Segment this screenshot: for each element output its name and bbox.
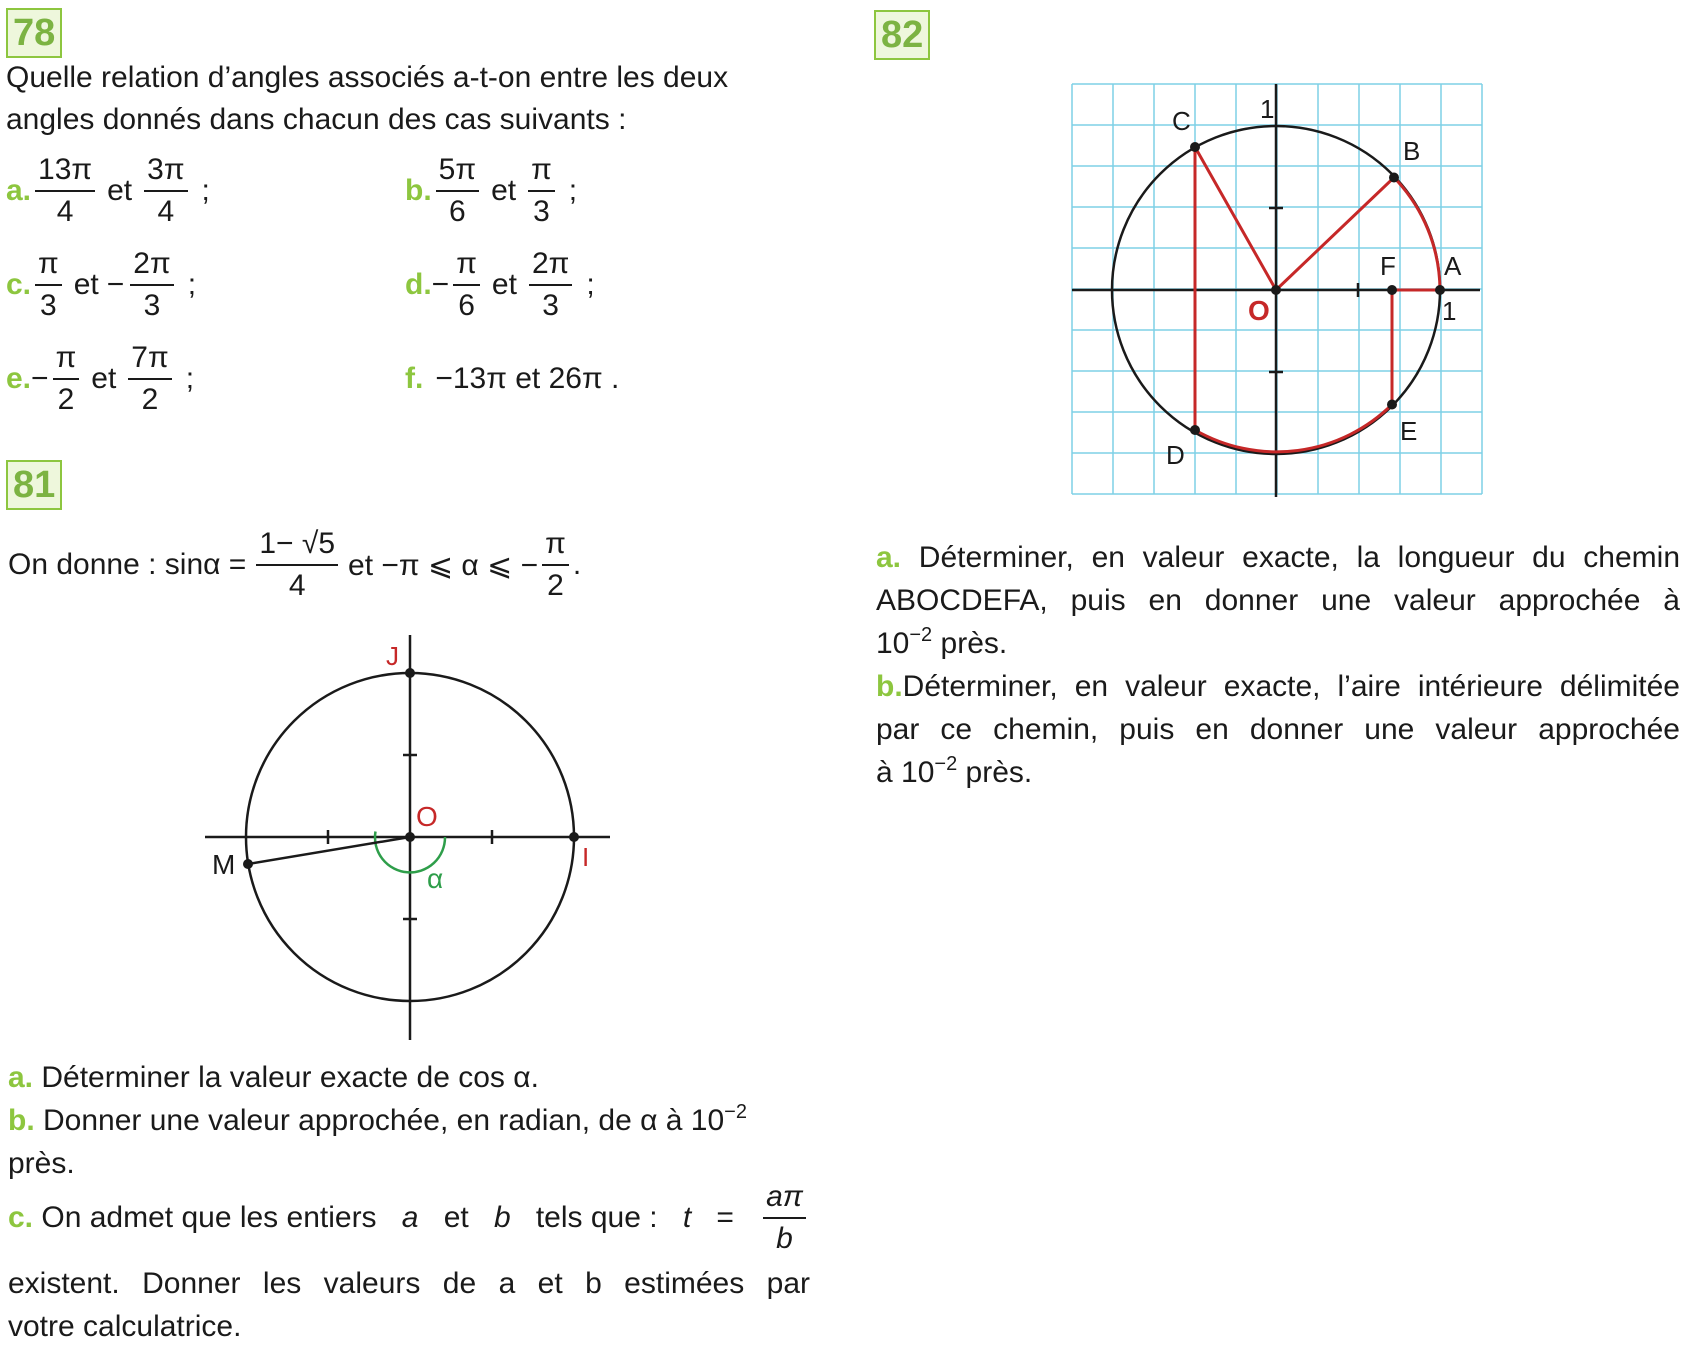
item-text: −13π et 26π .	[435, 362, 620, 395]
fraction	[35, 244, 62, 326]
question-letter: b.	[8, 1104, 35, 1137]
denominator: 2	[141, 383, 159, 416]
point-c	[1190, 142, 1200, 152]
denominator: 4	[157, 195, 175, 228]
denominator: 4	[56, 195, 74, 228]
denominator: 2	[547, 569, 564, 602]
ex82-question-a-line2: ABOCDEFA, puis en donner une valeur approchée à	[876, 584, 1680, 617]
numerator: π	[35, 244, 62, 286]
question-text: tels que :	[535, 1201, 658, 1234]
separator: ;	[586, 268, 595, 301]
numerator: 2π	[130, 244, 173, 286]
point-j	[405, 668, 415, 678]
fraction	[528, 150, 555, 232]
fraction	[763, 1177, 806, 1259]
et-word: et	[491, 174, 517, 207]
label-i: I	[582, 842, 590, 872]
label-e: E	[1400, 416, 1418, 446]
question-letter: c.	[8, 1201, 34, 1234]
ex78-item-e	[6, 334, 194, 424]
et-word: et	[443, 1201, 469, 1234]
item-letter: a.	[6, 174, 32, 207]
ex81-question-a	[8, 1056, 539, 1100]
item-letter: d.	[405, 268, 432, 301]
ex81-given	[8, 520, 581, 610]
denominator: 3	[40, 289, 57, 322]
point-o	[405, 832, 415, 842]
ex81-question-c-line2: existent. Donner les valeurs de a et b estimées par	[8, 1267, 810, 1300]
label-o: O	[416, 801, 438, 832]
point-f	[1387, 285, 1397, 295]
ex78-item-a	[6, 146, 210, 236]
denominator: 6	[449, 195, 466, 228]
denominator: 3	[542, 289, 559, 322]
item-letter: f.	[405, 362, 424, 395]
separator: ;	[185, 362, 195, 395]
denominator: 6	[458, 289, 475, 322]
separator: ;	[201, 174, 210, 207]
label-d: D	[1166, 440, 1185, 470]
label-1-top: 1	[1260, 94, 1275, 124]
ex82-path-figure	[1070, 82, 1490, 502]
ex81-question-b-end: près.	[8, 1147, 75, 1180]
ex78-intro-line2: angles donnés dans chacun des cas suivants :	[6, 103, 627, 136]
et-word: et	[491, 268, 517, 301]
numerator: π	[53, 338, 80, 380]
numerator: aπ	[763, 1177, 806, 1219]
numerator: 13π	[35, 150, 95, 192]
ex82-question-a-line3	[876, 622, 1007, 666]
question-letter: a.	[8, 1061, 34, 1094]
ex81-question-b	[8, 1099, 747, 1143]
label-f: F	[1380, 251, 1396, 281]
ex81-question-c	[8, 1168, 810, 1268]
label-j: J	[386, 641, 399, 671]
minus-sign: −	[106, 268, 125, 301]
label-o: O	[1248, 295, 1270, 326]
et-word: et	[107, 174, 133, 207]
ex78-item-f	[405, 334, 619, 424]
numerator: 1− √5	[256, 524, 338, 566]
given-end: .	[572, 548, 582, 581]
label-b: B	[1403, 136, 1421, 166]
ex81-question-c-line3: votre calculatrice.	[8, 1310, 242, 1343]
item-letter: b.	[405, 174, 432, 207]
numerator: 7π	[128, 338, 171, 380]
question-letter: b.	[876, 670, 903, 703]
label-a: A	[1444, 251, 1462, 281]
ex78-item-d	[405, 240, 595, 330]
item-letter: c.	[6, 268, 32, 301]
ex78-item-b	[405, 146, 577, 236]
point-e	[1387, 400, 1397, 410]
fraction	[128, 338, 171, 420]
exercise-number-78: 78	[6, 8, 62, 58]
equals-sign: =	[716, 1201, 734, 1234]
separator: ;	[568, 174, 578, 207]
var-t: t	[682, 1201, 692, 1234]
point-m	[243, 859, 253, 869]
question-text: On admet que les entiers	[41, 1201, 377, 1234]
item-letter: e.	[6, 362, 32, 395]
fraction	[542, 524, 569, 606]
question-text: Déterminer, en valeur exacte, l’aire intérieure délimitée	[902, 670, 1680, 703]
question-text: 10	[876, 627, 910, 660]
et-word: et	[91, 362, 117, 395]
denominator: 4	[288, 569, 306, 602]
fraction	[53, 338, 80, 420]
ex82-question-b-line3	[876, 751, 1032, 795]
et-word: et	[73, 268, 99, 301]
question-text: près.	[965, 756, 1033, 789]
fraction	[436, 150, 479, 232]
question-text: à 10	[876, 756, 935, 789]
var-a: a	[401, 1201, 419, 1234]
label-alpha: α	[427, 863, 444, 894]
ex82-question-b-line2: par ce chemin, puis en donner une valeur approchée	[876, 713, 1680, 746]
question-text: près.	[940, 627, 1008, 660]
point-a	[1435, 285, 1445, 295]
fraction	[144, 150, 187, 232]
question-text: Déterminer la valeur exacte de cos α.	[41, 1061, 539, 1094]
separator: ;	[187, 268, 197, 301]
denominator: b	[776, 1222, 793, 1255]
point-b	[1389, 173, 1399, 183]
fraction	[453, 244, 480, 326]
label-1-right: 1	[1442, 296, 1457, 326]
numerator: 3π	[144, 150, 187, 192]
fraction	[130, 244, 173, 326]
ex78-intro-line1: Quelle relation d’angles associés a-t-on entre les deux	[6, 61, 729, 94]
denominator: 2	[57, 383, 75, 416]
ex78-item-c	[6, 240, 196, 330]
exponent: −2	[909, 624, 933, 646]
numerator: 5π	[436, 150, 479, 192]
question-text: Donner une valeur approchée, en radian, de α à 10	[43, 1104, 725, 1137]
denominator: 3	[143, 289, 161, 322]
ex82-question-a-line1	[876, 536, 1680, 580]
exercise-number-81: 81	[6, 460, 62, 510]
given-prefix: On donne : sinα =	[8, 548, 247, 581]
exercise-number-82: 82	[874, 10, 930, 60]
numerator: π	[542, 524, 569, 566]
question-text: Déterminer, en valeur exacte, la longueur du chemin	[918, 541, 1681, 574]
fraction	[256, 524, 338, 606]
label-m: M	[212, 849, 236, 880]
minus-sign: −	[31, 362, 49, 395]
question-letter: a.	[876, 541, 902, 574]
numerator: 2π	[529, 244, 572, 286]
fraction	[35, 150, 95, 232]
point-d	[1190, 425, 1200, 435]
denominator: 3	[533, 195, 550, 228]
exponent: −2	[934, 753, 958, 775]
label-c: C	[1172, 106, 1191, 136]
numerator: π	[528, 150, 555, 192]
minus-sign: −	[431, 268, 450, 301]
ex82-question-b-line1	[876, 665, 1680, 709]
numerator: π	[453, 244, 480, 286]
point-o	[1271, 285, 1281, 295]
ex81-trig-circle-figure	[190, 630, 630, 1050]
given-interval: et −π ⩽ α ⩽ −	[348, 548, 539, 582]
point-i	[569, 832, 579, 842]
var-b: b	[493, 1201, 511, 1234]
fraction	[529, 244, 572, 326]
exponent: −2	[724, 1101, 747, 1123]
